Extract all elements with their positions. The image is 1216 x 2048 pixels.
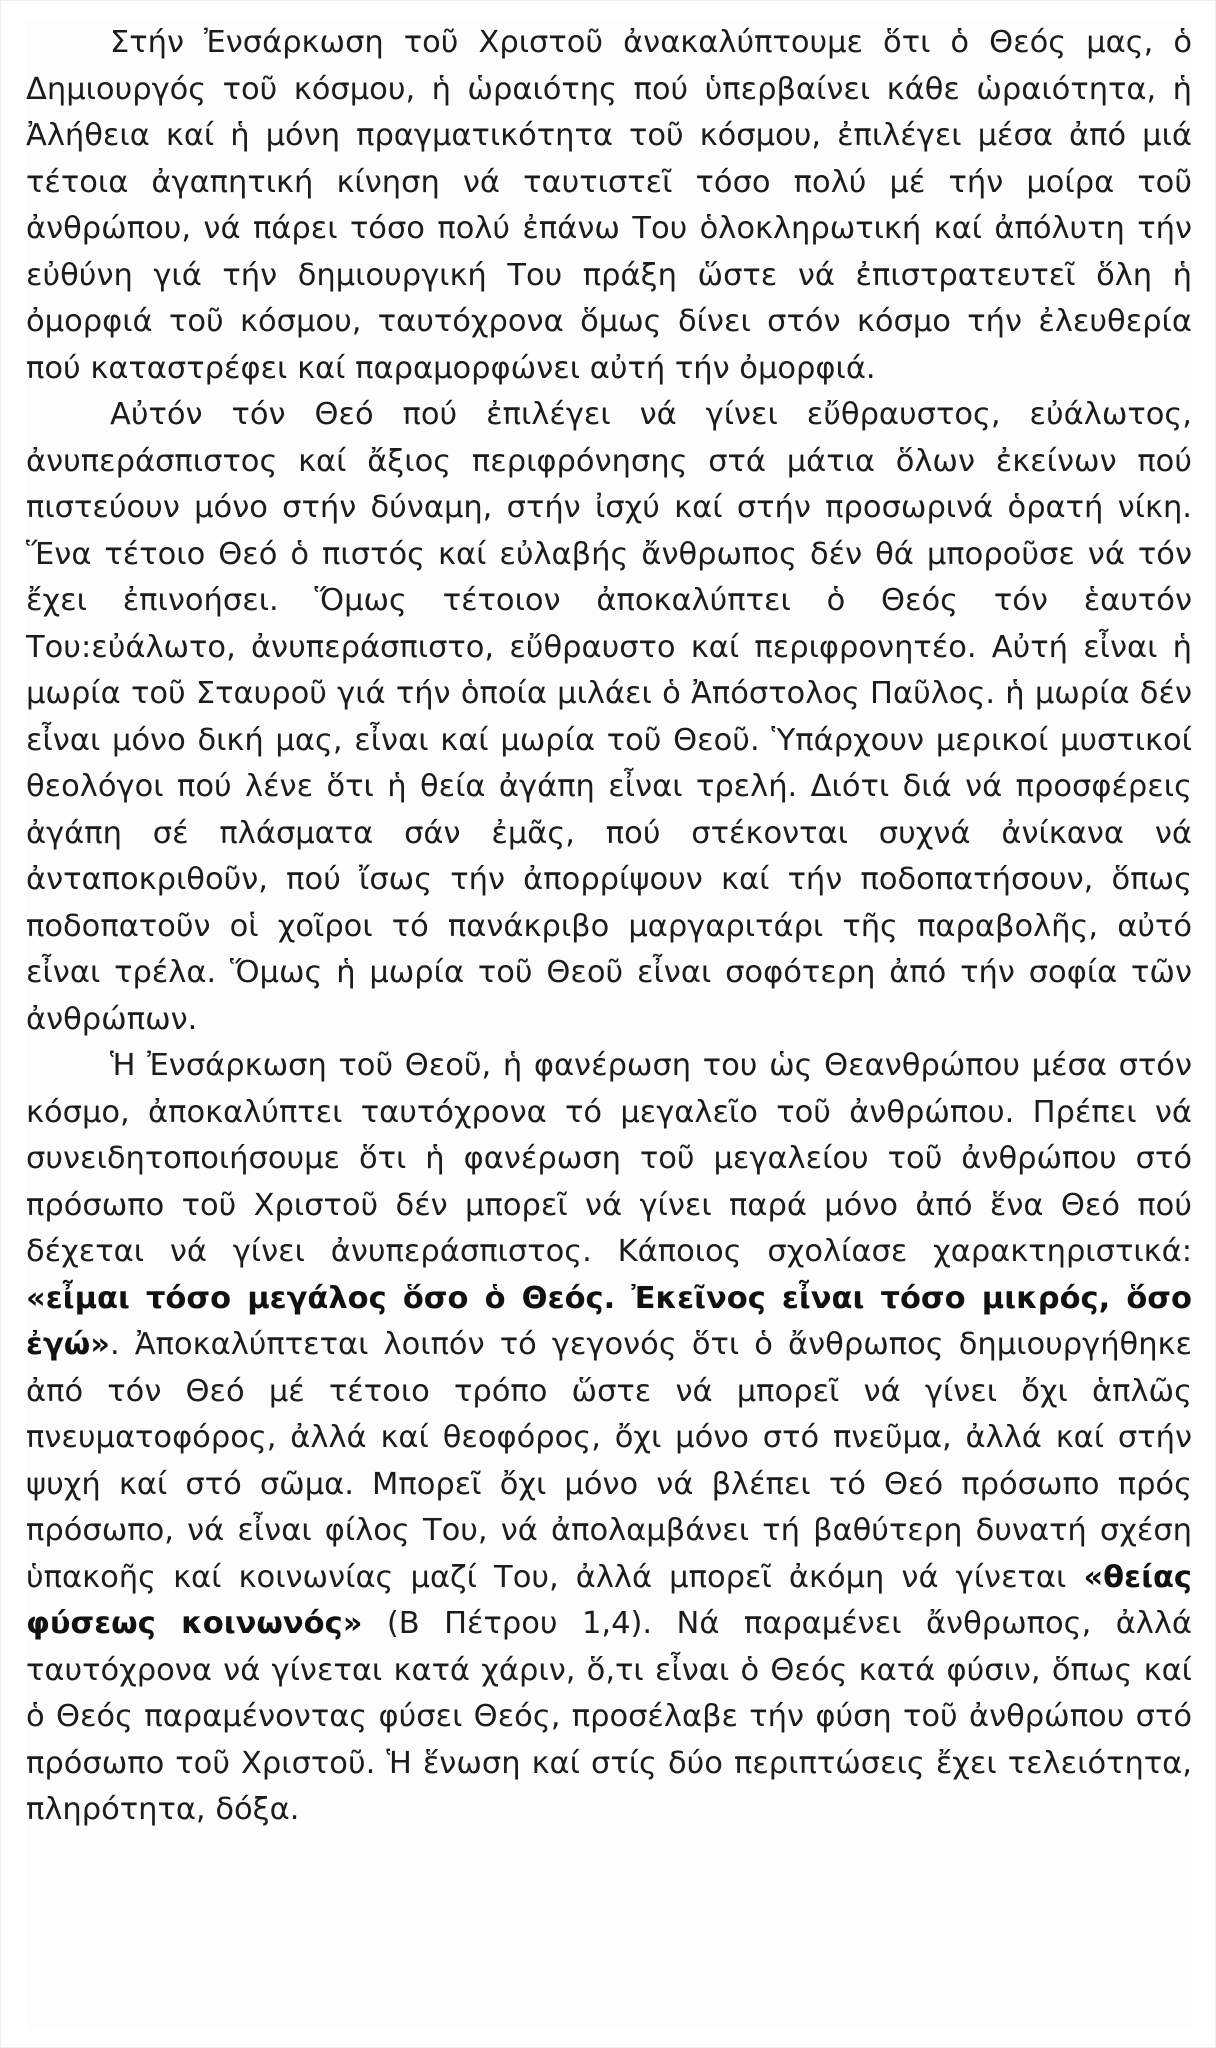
scanned-page (26, 20, 1192, 2030)
paragraph-3-text-a: Ἡ Ἐνσάρκωση τοῦ Θεοῦ, ἡ φανέρωση του ὡς Θεανθρώπου μέσα στόν κόσμο, ἀποκαλύπτει ταυτόχρονα τό μεγαλεῖο τοῦ ἀνθρώπου. Πρέπει νά συνειδητοποιήσουμε ὅτι ἡ φανέρωση τοῦ μεγαλείου τοῦ ἀνθρώπου στό πρόσωπο τοῦ Χριστοῦ δέν μπορεῖ νά γίνει παρά μόνο ἀπό ἕνα Θεό πού δέχεται νά γίνει ἀνυπεράσπιστος. Κάποιος σχολίασε χαρακτηριστικά: (26, 1048, 1192, 1269)
paragraph-3-text-b: . Ἀποκαλύπτεται λοιπόν τό γεγονός ὅτι ὁ ἄνθρωπος δημιουργήθηκε ἀπό τόν Θεό μέ τέτοιο τρόπο ὥστε νά μπορεῖ νά γίνει ὄχι ἁπλῶς πνευματοφόρος, ἀλλά καί θεοφόρος, ὄχι μόνο στό πνεῦμα, ἀλλά καί στήν ψυχή καί στό σῶμα. Μπορεῖ ὄχι μόνο νά βλέπει τό Θεό πρόσωπο πρός πρόσωπο, νά εἶναι φίλος Του, νά ἀπολαμβάνει τή βαθύτερη δυνατή σχέση ὑπακοῆς καί κοινωνίας μαζί Του, ἀλλά μπορεῖ ἀκόμη νά γίνεται (26, 1327, 1192, 1595)
paragraph-3-text-c: (Β Πέτρου 1,4). Νά παραμένει ἄνθρωπος, ἀλλά ταυτόχρονα νά γίνεται κατά χάριν, ὅ,τι εἶναι ὁ Θεός κατά φύσιν, ὅπως καί ὁ Θεός παραμένοντας φύσει Θεός, προσέλαβε τήν φύση τοῦ ἀνθρώπου στό πρόσωπο τοῦ Χριστοῦ. Ἡ ἕνωση καί στίς δύο περιπτώσεις ἔχει τελειότητα, πληρότητα, δόξα. (26, 1606, 1192, 1827)
paragraph-1-text: Στήν Ἐνσάρκωση τοῦ Χριστοῦ ἀνακαλύπτουμε ὅτι ὁ Θεός μας, ὁ Δημιουργός τοῦ κόσμου, ἡ ὡραιότης πού ὑπερβαίνει κάθε ὡραιότητα, ἡ Ἀλήθεια καί ἡ μόνη πραγματικότητα τοῦ κόσμου, ἐπιλέγει μέσα ἀπό μιά τέτοια ἀγαπητική κίνηση νά ταυτιστεῖ τόσο πολύ μέ τήν μοίρα τοῦ ἀνθρώπου, νά πάρει τόσο πολύ ἐπάνω Του ὁλοκληρωτική καί ἀπόλυτη τήν εὐθύνη γιά τήν δημιουργική Του πράξη ὥστε νά ἐπιστρατευτεῖ ὅλη ἡ ὀμορφιά τοῦ κόσμου, ταυτόχρονα ὅμως δίνει στόν κόσμο τήν ἐλευθερία πού καταστρέφει καί παραμορφώνει αὐτή τήν ὀμορφιά. (26, 25, 1192, 386)
paragraph-2-text: Αὐτόν τόν Θεό πού ἐπιλέγει νά γίνει εὔθραυστος, εὐάλωτος, ἀνυπεράσπιστος καί ἄξιος περιφρόνησης στά μάτια ὅλων ἐκείνων πού πιστεύουν μόνο στήν δύναμη, στήν ἰσχύ καί στήν προσωρινά ὁρατή νίκη. Ἕνα τέτοιο Θεό ὁ πιστός καί εὐλαβής ἄνθρωπος δέν θά μποροῦσε νά τόν ἔχει ἐπινοήσει. Ὅμως τέτοιον ἀποκαλύπτει ὁ Θεός τόν ἑαυτόν Του:εὐάλωτο, ἀνυπεράσπιστο, εὔθραυστο καί περιφρονητέο. Αὐτή εἶναι ἡ μωρία τοῦ Σταυροῦ γιά τήν ὁποία μιλάει ὁ Ἀπόστολος Παῦλος. ἡ μωρία δέν εἶναι μόνο δική μας, εἶναι καί μωρία τοῦ Θεοῦ. Ὑπάρχουν μερικοί μυστικοί θεολόγοι πού λένε ὅτι ἡ θεία ἀγάπη εἶναι τρελή. Διότι διά νά προσφέρεις ἀγάπη σέ πλάσματα σάν ἐμᾶς, πού στέκονται συχνά ἀνίκανα νά ἀνταποκριθοῦν, πού ἴσως τήν ἀπορρίψουν καί τήν ποδοπατήσουν, ὅπως ποδοπατοῦν οἱ χοῖροι τό πανάκριβο μαργαριτάρι τῆς παραβολῆς, αὐτό εἶναι τρέλα. Ὅμως ἡ μωρία τοῦ Θεοῦ εἶναι σοφότερη ἀπό τήν σοφία τῶν ἀνθρώπων. (26, 397, 1192, 1037)
quote-emphasis-1: «εἶμαι τόσο μεγάλος ὅσο ὁ Θεός. Ἐκεῖνος εἶναι τόσο μικρός, ὅσο ἐγώ» (26, 1280, 1192, 1362)
paragraph-3 (26, 1043, 1192, 1834)
quote-emphasis-2: «θείας φύσεως κοινωνός» (26, 1559, 1192, 1641)
body-text (26, 20, 1192, 1834)
paragraph-2 (26, 392, 1192, 1043)
paragraph-1 (26, 20, 1192, 392)
